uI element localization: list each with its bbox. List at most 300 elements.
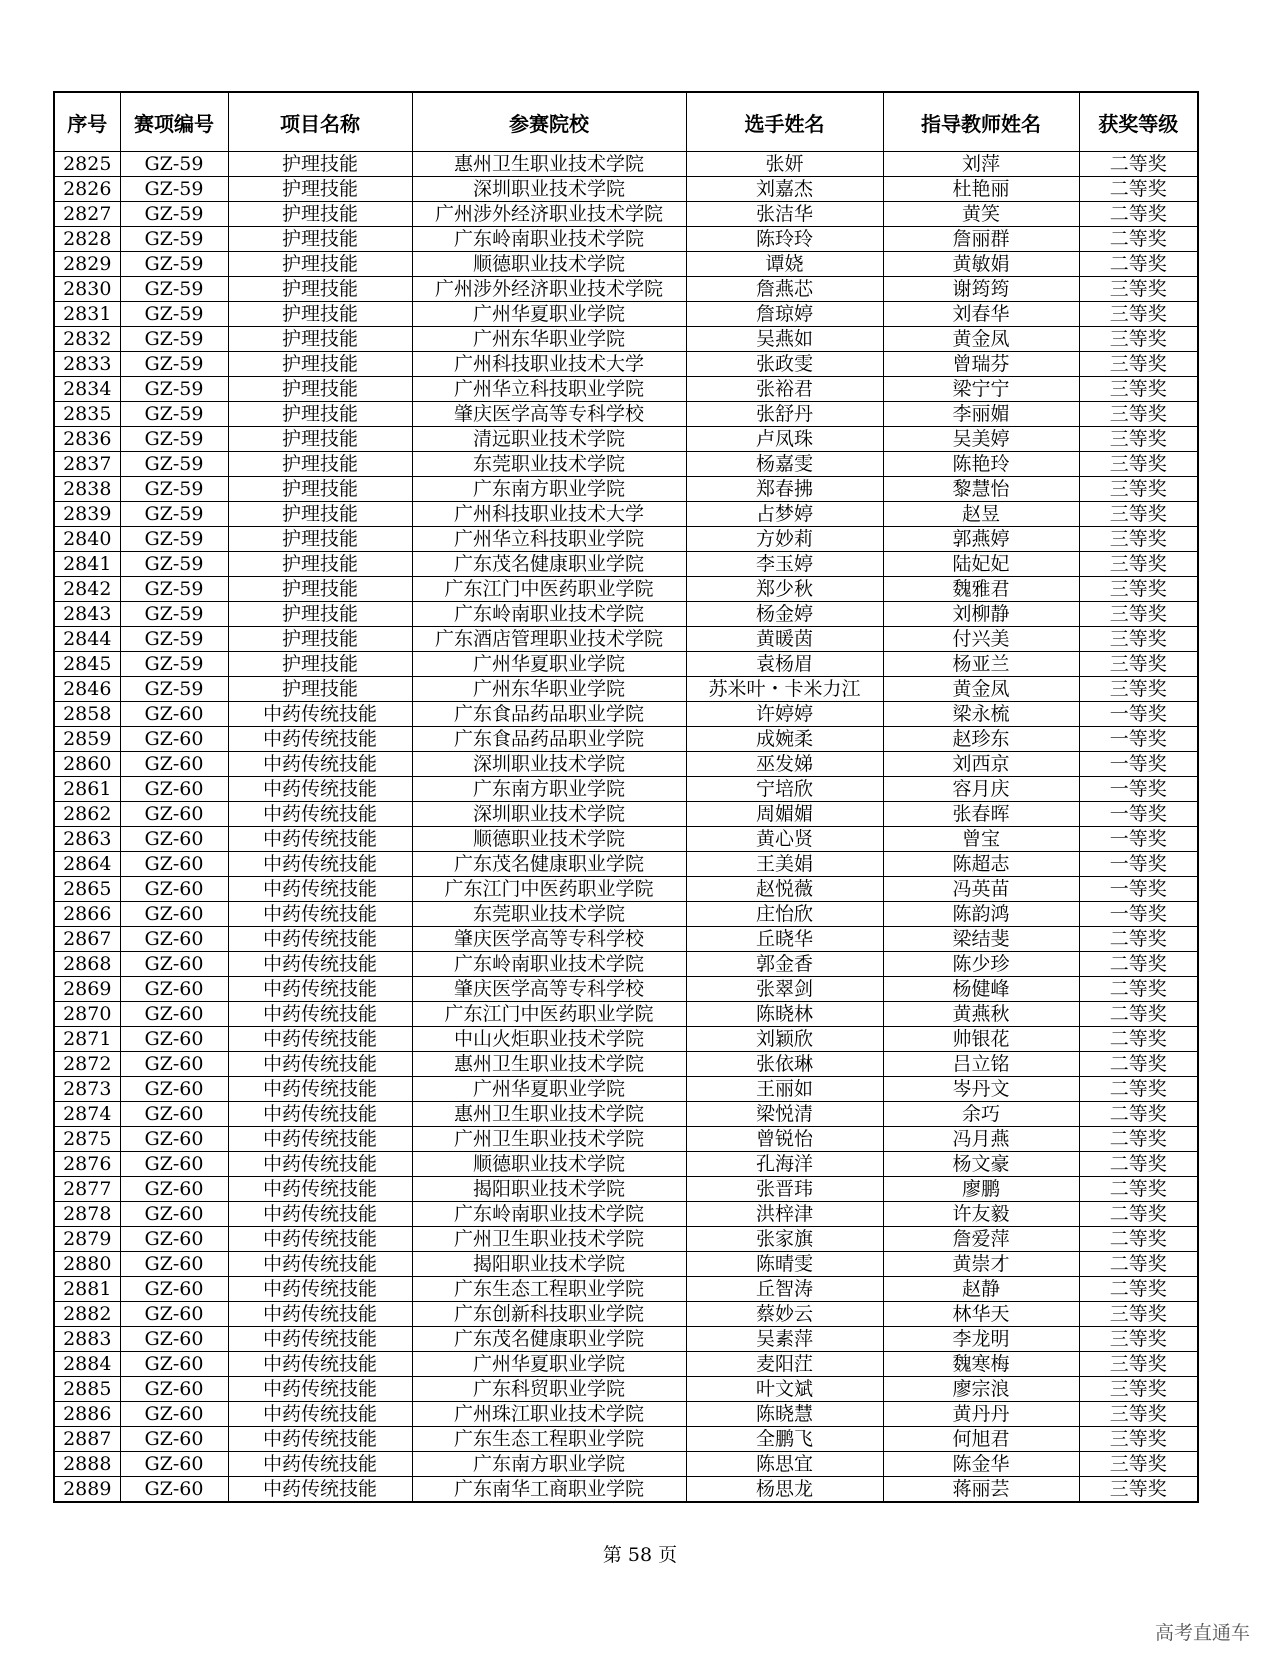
cell-instructor: 吕立铭 bbox=[883, 1052, 1079, 1077]
cell-project-name: 中药传统技能 bbox=[228, 802, 412, 827]
cell-event-code: GZ-59 bbox=[120, 252, 228, 277]
cell-event-code: GZ-60 bbox=[120, 827, 228, 852]
cell-award-level: 二等奖 bbox=[1079, 1202, 1198, 1227]
cell-serial: 2885 bbox=[54, 1377, 120, 1402]
table-row bbox=[54, 1077, 1198, 1102]
cell-project-name: 中药传统技能 bbox=[228, 1452, 412, 1477]
cell-serial: 2836 bbox=[54, 427, 120, 452]
cell-award-level: 二等奖 bbox=[1079, 177, 1198, 202]
table-row bbox=[54, 677, 1198, 702]
cell-serial: 2877 bbox=[54, 1177, 120, 1202]
cell-instructor: 陈少珍 bbox=[883, 952, 1079, 977]
cell-contestant: 叶文斌 bbox=[686, 1377, 883, 1402]
cell-project-name: 中药传统技能 bbox=[228, 1152, 412, 1177]
cell-project-name: 护理技能 bbox=[228, 327, 412, 352]
cell-project-name: 护理技能 bbox=[228, 202, 412, 227]
cell-school: 广东酒店管理职业技术学院 bbox=[412, 627, 686, 652]
cell-instructor: 陆妃妃 bbox=[883, 552, 1079, 577]
cell-award-level: 三等奖 bbox=[1079, 552, 1198, 577]
cell-school: 广州华夏职业学院 bbox=[412, 1352, 686, 1377]
cell-serial: 2844 bbox=[54, 627, 120, 652]
cell-project-name: 中药传统技能 bbox=[228, 702, 412, 727]
cell-project-name: 中药传统技能 bbox=[228, 1477, 412, 1503]
cell-school: 惠州卫生职业技术学院 bbox=[412, 1052, 686, 1077]
header-project-name: 项目名称 bbox=[228, 92, 412, 152]
cell-award-level: 一等奖 bbox=[1079, 852, 1198, 877]
cell-event-code: GZ-59 bbox=[120, 302, 228, 327]
table-row bbox=[54, 927, 1198, 952]
cell-project-name: 护理技能 bbox=[228, 277, 412, 302]
table-row bbox=[54, 477, 1198, 502]
cell-award-level: 二等奖 bbox=[1079, 1102, 1198, 1127]
cell-award-level: 三等奖 bbox=[1079, 652, 1198, 677]
cell-serial: 2832 bbox=[54, 327, 120, 352]
cell-instructor: 杨亚兰 bbox=[883, 652, 1079, 677]
table-row bbox=[54, 302, 1198, 327]
cell-serial: 2838 bbox=[54, 477, 120, 502]
cell-project-name: 中药传统技能 bbox=[228, 1427, 412, 1452]
cell-school: 广东科贸职业学院 bbox=[412, 1377, 686, 1402]
cell-award-level: 三等奖 bbox=[1079, 1377, 1198, 1402]
cell-award-level: 三等奖 bbox=[1079, 527, 1198, 552]
cell-event-code: GZ-60 bbox=[120, 702, 228, 727]
cell-school: 广东食品药品职业学院 bbox=[412, 727, 686, 752]
cell-project-name: 护理技能 bbox=[228, 677, 412, 702]
cell-project-name: 中药传统技能 bbox=[228, 1052, 412, 1077]
cell-school: 揭阳职业技术学院 bbox=[412, 1252, 686, 1277]
cell-project-name: 护理技能 bbox=[228, 402, 412, 427]
cell-contestant: 周媚媚 bbox=[686, 802, 883, 827]
cell-instructor: 刘萍 bbox=[883, 152, 1079, 177]
cell-school: 肇庆医学高等专科学校 bbox=[412, 927, 686, 952]
cell-instructor: 黄燕秋 bbox=[883, 1002, 1079, 1027]
cell-contestant: 苏米叶・卡米力江 bbox=[686, 677, 883, 702]
cell-serial: 2859 bbox=[54, 727, 120, 752]
cell-event-code: GZ-59 bbox=[120, 652, 228, 677]
cell-event-code: GZ-60 bbox=[120, 1002, 228, 1027]
table-row bbox=[54, 202, 1198, 227]
cell-serial: 2862 bbox=[54, 802, 120, 827]
cell-school: 广州涉外经济职业技术学院 bbox=[412, 202, 686, 227]
cell-event-code: GZ-59 bbox=[120, 502, 228, 527]
cell-project-name: 中药传统技能 bbox=[228, 777, 412, 802]
cell-award-level: 二等奖 bbox=[1079, 1127, 1198, 1152]
cell-serial: 2828 bbox=[54, 227, 120, 252]
cell-event-code: GZ-60 bbox=[120, 1327, 228, 1352]
cell-contestant: 刘颖欣 bbox=[686, 1027, 883, 1052]
table-row bbox=[54, 1252, 1198, 1277]
cell-serial: 2870 bbox=[54, 1002, 120, 1027]
cell-project-name: 护理技能 bbox=[228, 227, 412, 252]
cell-school: 广州东华职业学院 bbox=[412, 677, 686, 702]
cell-contestant: 陈晓慧 bbox=[686, 1402, 883, 1427]
cell-school: 广州卫生职业技术学院 bbox=[412, 1227, 686, 1252]
table-row bbox=[54, 152, 1198, 177]
cell-project-name: 护理技能 bbox=[228, 152, 412, 177]
cell-instructor: 陈金华 bbox=[883, 1452, 1079, 1477]
watermark-text: 高考直通车 bbox=[1154, 1622, 1250, 1644]
cell-event-code: GZ-60 bbox=[120, 902, 228, 927]
cell-contestant: 宁培欣 bbox=[686, 777, 883, 802]
cell-contestant: 张依琳 bbox=[686, 1052, 883, 1077]
cell-award-level: 一等奖 bbox=[1079, 702, 1198, 727]
table-row bbox=[54, 1352, 1198, 1377]
cell-award-level: 一等奖 bbox=[1079, 827, 1198, 852]
table-row bbox=[54, 827, 1198, 852]
cell-serial: 2864 bbox=[54, 852, 120, 877]
cell-award-level: 三等奖 bbox=[1079, 602, 1198, 627]
cell-award-level: 一等奖 bbox=[1079, 727, 1198, 752]
cell-instructor: 岑丹文 bbox=[883, 1077, 1079, 1102]
cell-serial: 2833 bbox=[54, 352, 120, 377]
cell-serial: 2865 bbox=[54, 877, 120, 902]
cell-event-code: GZ-59 bbox=[120, 152, 228, 177]
cell-contestant: 刘嘉杰 bbox=[686, 177, 883, 202]
cell-event-code: GZ-60 bbox=[120, 1427, 228, 1452]
cell-serial: 2882 bbox=[54, 1302, 120, 1327]
cell-contestant: 许婷婷 bbox=[686, 702, 883, 727]
cell-award-level: 二等奖 bbox=[1079, 1027, 1198, 1052]
cell-project-name: 中药传统技能 bbox=[228, 1252, 412, 1277]
cell-school: 广东食品药品职业学院 bbox=[412, 702, 686, 727]
cell-award-level: 一等奖 bbox=[1079, 752, 1198, 777]
cell-instructor: 杜艳丽 bbox=[883, 177, 1079, 202]
cell-event-code: GZ-60 bbox=[120, 777, 228, 802]
cell-serial: 2883 bbox=[54, 1327, 120, 1352]
header-award-level: 获奖等级 bbox=[1079, 92, 1198, 152]
cell-award-level: 三等奖 bbox=[1079, 477, 1198, 502]
cell-school: 深圳职业技术学院 bbox=[412, 752, 686, 777]
cell-award-level: 二等奖 bbox=[1079, 927, 1198, 952]
cell-contestant: 全鹏飞 bbox=[686, 1427, 883, 1452]
cell-instructor: 林华天 bbox=[883, 1302, 1079, 1327]
table-row bbox=[54, 1302, 1198, 1327]
table-row bbox=[54, 527, 1198, 552]
cell-contestant: 陈晴雯 bbox=[686, 1252, 883, 1277]
cell-school: 东莞职业技术学院 bbox=[412, 902, 686, 927]
cell-project-name: 中药传统技能 bbox=[228, 1302, 412, 1327]
cell-contestant: 郭金香 bbox=[686, 952, 883, 977]
cell-event-code: GZ-60 bbox=[120, 1477, 228, 1503]
cell-award-level: 二等奖 bbox=[1079, 952, 1198, 977]
cell-serial: 2839 bbox=[54, 502, 120, 527]
cell-event-code: GZ-59 bbox=[120, 577, 228, 602]
table-row bbox=[54, 727, 1198, 752]
cell-school: 广东茂名健康职业学院 bbox=[412, 1327, 686, 1352]
cell-award-level: 三等奖 bbox=[1079, 352, 1198, 377]
table-row bbox=[54, 802, 1198, 827]
cell-contestant: 杨思龙 bbox=[686, 1477, 883, 1503]
cell-contestant: 袁杨眉 bbox=[686, 652, 883, 677]
cell-contestant: 张裕君 bbox=[686, 377, 883, 402]
cell-project-name: 中药传统技能 bbox=[228, 752, 412, 777]
cell-serial: 2860 bbox=[54, 752, 120, 777]
cell-contestant: 丘晓华 bbox=[686, 927, 883, 952]
cell-school: 广州东华职业学院 bbox=[412, 327, 686, 352]
table-row bbox=[54, 1177, 1198, 1202]
cell-serial: 2841 bbox=[54, 552, 120, 577]
cell-serial: 2879 bbox=[54, 1227, 120, 1252]
cell-project-name: 中药传统技能 bbox=[228, 1127, 412, 1152]
table-row bbox=[54, 1477, 1198, 1503]
header-serial: 序号 bbox=[54, 92, 120, 152]
table-row bbox=[54, 377, 1198, 402]
cell-award-level: 三等奖 bbox=[1079, 1402, 1198, 1427]
cell-serial: 2874 bbox=[54, 1102, 120, 1127]
cell-school: 顺德职业技术学院 bbox=[412, 1152, 686, 1177]
cell-instructor: 冯英苗 bbox=[883, 877, 1079, 902]
cell-instructor: 谢筠筠 bbox=[883, 277, 1079, 302]
cell-instructor: 吴美婷 bbox=[883, 427, 1079, 452]
cell-contestant: 张洁华 bbox=[686, 202, 883, 227]
cell-award-level: 三等奖 bbox=[1079, 1302, 1198, 1327]
cell-school: 惠州卫生职业技术学院 bbox=[412, 152, 686, 177]
cell-event-code: GZ-59 bbox=[120, 452, 228, 477]
cell-school: 广东江门中医药职业学院 bbox=[412, 877, 686, 902]
cell-serial: 2861 bbox=[54, 777, 120, 802]
cell-serial: 2825 bbox=[54, 152, 120, 177]
cell-school: 东莞职业技术学院 bbox=[412, 452, 686, 477]
cell-contestant: 杨金婷 bbox=[686, 602, 883, 627]
cell-project-name: 护理技能 bbox=[228, 427, 412, 452]
cell-project-name: 护理技能 bbox=[228, 602, 412, 627]
cell-serial: 2831 bbox=[54, 302, 120, 327]
cell-event-code: GZ-59 bbox=[120, 677, 228, 702]
cell-serial: 2827 bbox=[54, 202, 120, 227]
cell-serial: 2835 bbox=[54, 402, 120, 427]
cell-project-name: 中药传统技能 bbox=[228, 1402, 412, 1427]
cell-instructor: 梁宁宁 bbox=[883, 377, 1079, 402]
cell-school: 广东南方职业学院 bbox=[412, 777, 686, 802]
table-row bbox=[54, 177, 1198, 202]
cell-serial: 2868 bbox=[54, 952, 120, 977]
cell-contestant: 郑春拂 bbox=[686, 477, 883, 502]
table-row bbox=[54, 1452, 1198, 1477]
cell-instructor: 蒋丽芸 bbox=[883, 1477, 1079, 1503]
cell-school: 广州科技职业技术大学 bbox=[412, 502, 686, 527]
cell-event-code: GZ-59 bbox=[120, 277, 228, 302]
cell-school: 惠州卫生职业技术学院 bbox=[412, 1102, 686, 1127]
cell-award-level: 三等奖 bbox=[1079, 452, 1198, 477]
table-row bbox=[54, 752, 1198, 777]
cell-serial: 2884 bbox=[54, 1352, 120, 1377]
cell-serial: 2889 bbox=[54, 1477, 120, 1503]
table-row bbox=[54, 1102, 1198, 1127]
cell-project-name: 中药传统技能 bbox=[228, 1002, 412, 1027]
cell-school: 广州华立科技职业学院 bbox=[412, 527, 686, 552]
cell-serial: 2863 bbox=[54, 827, 120, 852]
cell-contestant: 曾锐怡 bbox=[686, 1127, 883, 1152]
cell-event-code: GZ-59 bbox=[120, 377, 228, 402]
cell-project-name: 中药传统技能 bbox=[228, 1177, 412, 1202]
cell-event-code: GZ-59 bbox=[120, 227, 228, 252]
cell-award-level: 二等奖 bbox=[1079, 202, 1198, 227]
cell-award-level: 二等奖 bbox=[1079, 977, 1198, 1002]
cell-project-name: 中药传统技能 bbox=[228, 1352, 412, 1377]
table-row bbox=[54, 352, 1198, 377]
cell-contestant: 卢凤珠 bbox=[686, 427, 883, 452]
cell-instructor: 杨文豪 bbox=[883, 1152, 1079, 1177]
cell-school: 揭阳职业技术学院 bbox=[412, 1177, 686, 1202]
header-instructor: 指导教师姓名 bbox=[883, 92, 1079, 152]
cell-contestant: 丘智涛 bbox=[686, 1277, 883, 1302]
cell-project-name: 护理技能 bbox=[228, 627, 412, 652]
cell-award-level: 三等奖 bbox=[1079, 502, 1198, 527]
cell-project-name: 护理技能 bbox=[228, 377, 412, 402]
table-row bbox=[54, 877, 1198, 902]
cell-contestant: 张舒丹 bbox=[686, 402, 883, 427]
cell-project-name: 中药传统技能 bbox=[228, 902, 412, 927]
cell-contestant: 占梦婷 bbox=[686, 502, 883, 527]
cell-event-code: GZ-60 bbox=[120, 952, 228, 977]
cell-contestant: 孔海洋 bbox=[686, 1152, 883, 1177]
cell-serial: 2837 bbox=[54, 452, 120, 477]
cell-instructor: 曾宝 bbox=[883, 827, 1079, 852]
cell-project-name: 中药传统技能 bbox=[228, 827, 412, 852]
table-row bbox=[54, 852, 1198, 877]
cell-instructor: 赵珍东 bbox=[883, 727, 1079, 752]
table-row bbox=[54, 777, 1198, 802]
cell-contestant: 谭娆 bbox=[686, 252, 883, 277]
cell-event-code: GZ-60 bbox=[120, 1177, 228, 1202]
table-row bbox=[54, 227, 1198, 252]
cell-serial: 2858 bbox=[54, 702, 120, 727]
cell-instructor: 廖宗浪 bbox=[883, 1377, 1079, 1402]
cell-event-code: GZ-60 bbox=[120, 852, 228, 877]
cell-school: 肇庆医学高等专科学校 bbox=[412, 977, 686, 1002]
cell-serial: 2875 bbox=[54, 1127, 120, 1152]
table-row bbox=[54, 1277, 1198, 1302]
cell-instructor: 黄笑 bbox=[883, 202, 1079, 227]
table-row bbox=[54, 977, 1198, 1002]
cell-award-level: 三等奖 bbox=[1079, 1352, 1198, 1377]
cell-event-code: GZ-60 bbox=[120, 752, 228, 777]
cell-school: 广州涉外经济职业技术学院 bbox=[412, 277, 686, 302]
table-row bbox=[54, 1402, 1198, 1427]
cell-school: 广州卫生职业技术学院 bbox=[412, 1127, 686, 1152]
cell-event-code: GZ-60 bbox=[120, 1352, 228, 1377]
cell-project-name: 护理技能 bbox=[228, 577, 412, 602]
table-row bbox=[54, 277, 1198, 302]
cell-event-code: GZ-60 bbox=[120, 1252, 228, 1277]
cell-contestant: 郑少秋 bbox=[686, 577, 883, 602]
cell-serial: 2886 bbox=[54, 1402, 120, 1427]
cell-event-code: GZ-60 bbox=[120, 1277, 228, 1302]
cell-award-level: 三等奖 bbox=[1079, 577, 1198, 602]
cell-serial: 2845 bbox=[54, 652, 120, 677]
table-row bbox=[54, 1027, 1198, 1052]
cell-award-level: 一等奖 bbox=[1079, 877, 1198, 902]
cell-serial: 2869 bbox=[54, 977, 120, 1002]
cell-instructor: 梁永梳 bbox=[883, 702, 1079, 727]
cell-school: 广东茂名健康职业学院 bbox=[412, 852, 686, 877]
cell-school: 广东茂名健康职业学院 bbox=[412, 552, 686, 577]
cell-contestant: 吴燕如 bbox=[686, 327, 883, 352]
cell-project-name: 护理技能 bbox=[228, 477, 412, 502]
cell-school: 广东南方职业学院 bbox=[412, 477, 686, 502]
cell-school: 广东南方职业学院 bbox=[412, 1452, 686, 1477]
cell-contestant: 陈思宜 bbox=[686, 1452, 883, 1477]
table-row bbox=[54, 1127, 1198, 1152]
cell-serial: 2829 bbox=[54, 252, 120, 277]
table-row bbox=[54, 327, 1198, 352]
cell-contestant: 陈晓林 bbox=[686, 1002, 883, 1027]
table-row bbox=[54, 1427, 1198, 1452]
cell-project-name: 护理技能 bbox=[228, 252, 412, 277]
table-header-row bbox=[54, 92, 1198, 152]
cell-project-name: 中药传统技能 bbox=[228, 977, 412, 1002]
cell-instructor: 帅银花 bbox=[883, 1027, 1079, 1052]
cell-event-code: GZ-60 bbox=[120, 1452, 228, 1477]
cell-project-name: 护理技能 bbox=[228, 552, 412, 577]
cell-instructor: 黄崇才 bbox=[883, 1252, 1079, 1277]
table-row bbox=[54, 1202, 1198, 1227]
cell-serial: 2843 bbox=[54, 602, 120, 627]
cell-instructor: 詹爱萍 bbox=[883, 1227, 1079, 1252]
table-row bbox=[54, 702, 1198, 727]
table-row bbox=[54, 1227, 1198, 1252]
header-contestant: 选手姓名 bbox=[686, 92, 883, 152]
cell-serial: 2873 bbox=[54, 1077, 120, 1102]
cell-school: 肇庆医学高等专科学校 bbox=[412, 402, 686, 427]
cell-contestant: 张翠剑 bbox=[686, 977, 883, 1002]
cell-serial: 2826 bbox=[54, 177, 120, 202]
cell-event-code: GZ-60 bbox=[120, 1027, 228, 1052]
cell-award-level: 三等奖 bbox=[1079, 627, 1198, 652]
cell-school: 广东岭南职业技术学院 bbox=[412, 1202, 686, 1227]
cell-award-level: 一等奖 bbox=[1079, 902, 1198, 927]
cell-instructor: 张春晖 bbox=[883, 802, 1079, 827]
cell-event-code: GZ-60 bbox=[120, 927, 228, 952]
cell-project-name: 中药传统技能 bbox=[228, 1327, 412, 1352]
cell-contestant: 梁悦清 bbox=[686, 1102, 883, 1127]
cell-school: 广东生态工程职业学院 bbox=[412, 1277, 686, 1302]
cell-project-name: 中药传统技能 bbox=[228, 1202, 412, 1227]
table-row bbox=[54, 552, 1198, 577]
cell-instructor: 陈韵鸿 bbox=[883, 902, 1079, 927]
cell-school: 顺德职业技术学院 bbox=[412, 827, 686, 852]
cell-contestant: 成婉柔 bbox=[686, 727, 883, 752]
cell-school: 中山火炬职业技术学院 bbox=[412, 1027, 686, 1052]
cell-event-code: GZ-60 bbox=[120, 727, 228, 752]
cell-instructor: 付兴美 bbox=[883, 627, 1079, 652]
cell-school: 广东创新科技职业学院 bbox=[412, 1302, 686, 1327]
cell-contestant: 陈玲玲 bbox=[686, 227, 883, 252]
cell-award-level: 二等奖 bbox=[1079, 1252, 1198, 1277]
cell-event-code: GZ-60 bbox=[120, 1402, 228, 1427]
cell-school: 清远职业技术学院 bbox=[412, 427, 686, 452]
cell-event-code: GZ-60 bbox=[120, 802, 228, 827]
cell-event-code: GZ-60 bbox=[120, 1152, 228, 1177]
cell-project-name: 中药传统技能 bbox=[228, 1227, 412, 1252]
table-row bbox=[54, 1327, 1198, 1352]
cell-instructor: 黄敏娟 bbox=[883, 252, 1079, 277]
table-row bbox=[54, 427, 1198, 452]
cell-school: 广州珠江职业技术学院 bbox=[412, 1402, 686, 1427]
cell-school: 广东江门中医药职业学院 bbox=[412, 577, 686, 602]
cell-serial: 2887 bbox=[54, 1427, 120, 1452]
table-row bbox=[54, 577, 1198, 602]
cell-school: 广州华夏职业学院 bbox=[412, 652, 686, 677]
cell-serial: 2871 bbox=[54, 1027, 120, 1052]
table-row bbox=[54, 627, 1198, 652]
cell-event-code: GZ-59 bbox=[120, 602, 228, 627]
cell-project-name: 中药传统技能 bbox=[228, 852, 412, 877]
cell-instructor: 许友毅 bbox=[883, 1202, 1079, 1227]
cell-contestant: 庄怡欣 bbox=[686, 902, 883, 927]
cell-award-level: 三等奖 bbox=[1079, 327, 1198, 352]
cell-school: 广州华夏职业学院 bbox=[412, 1077, 686, 1102]
